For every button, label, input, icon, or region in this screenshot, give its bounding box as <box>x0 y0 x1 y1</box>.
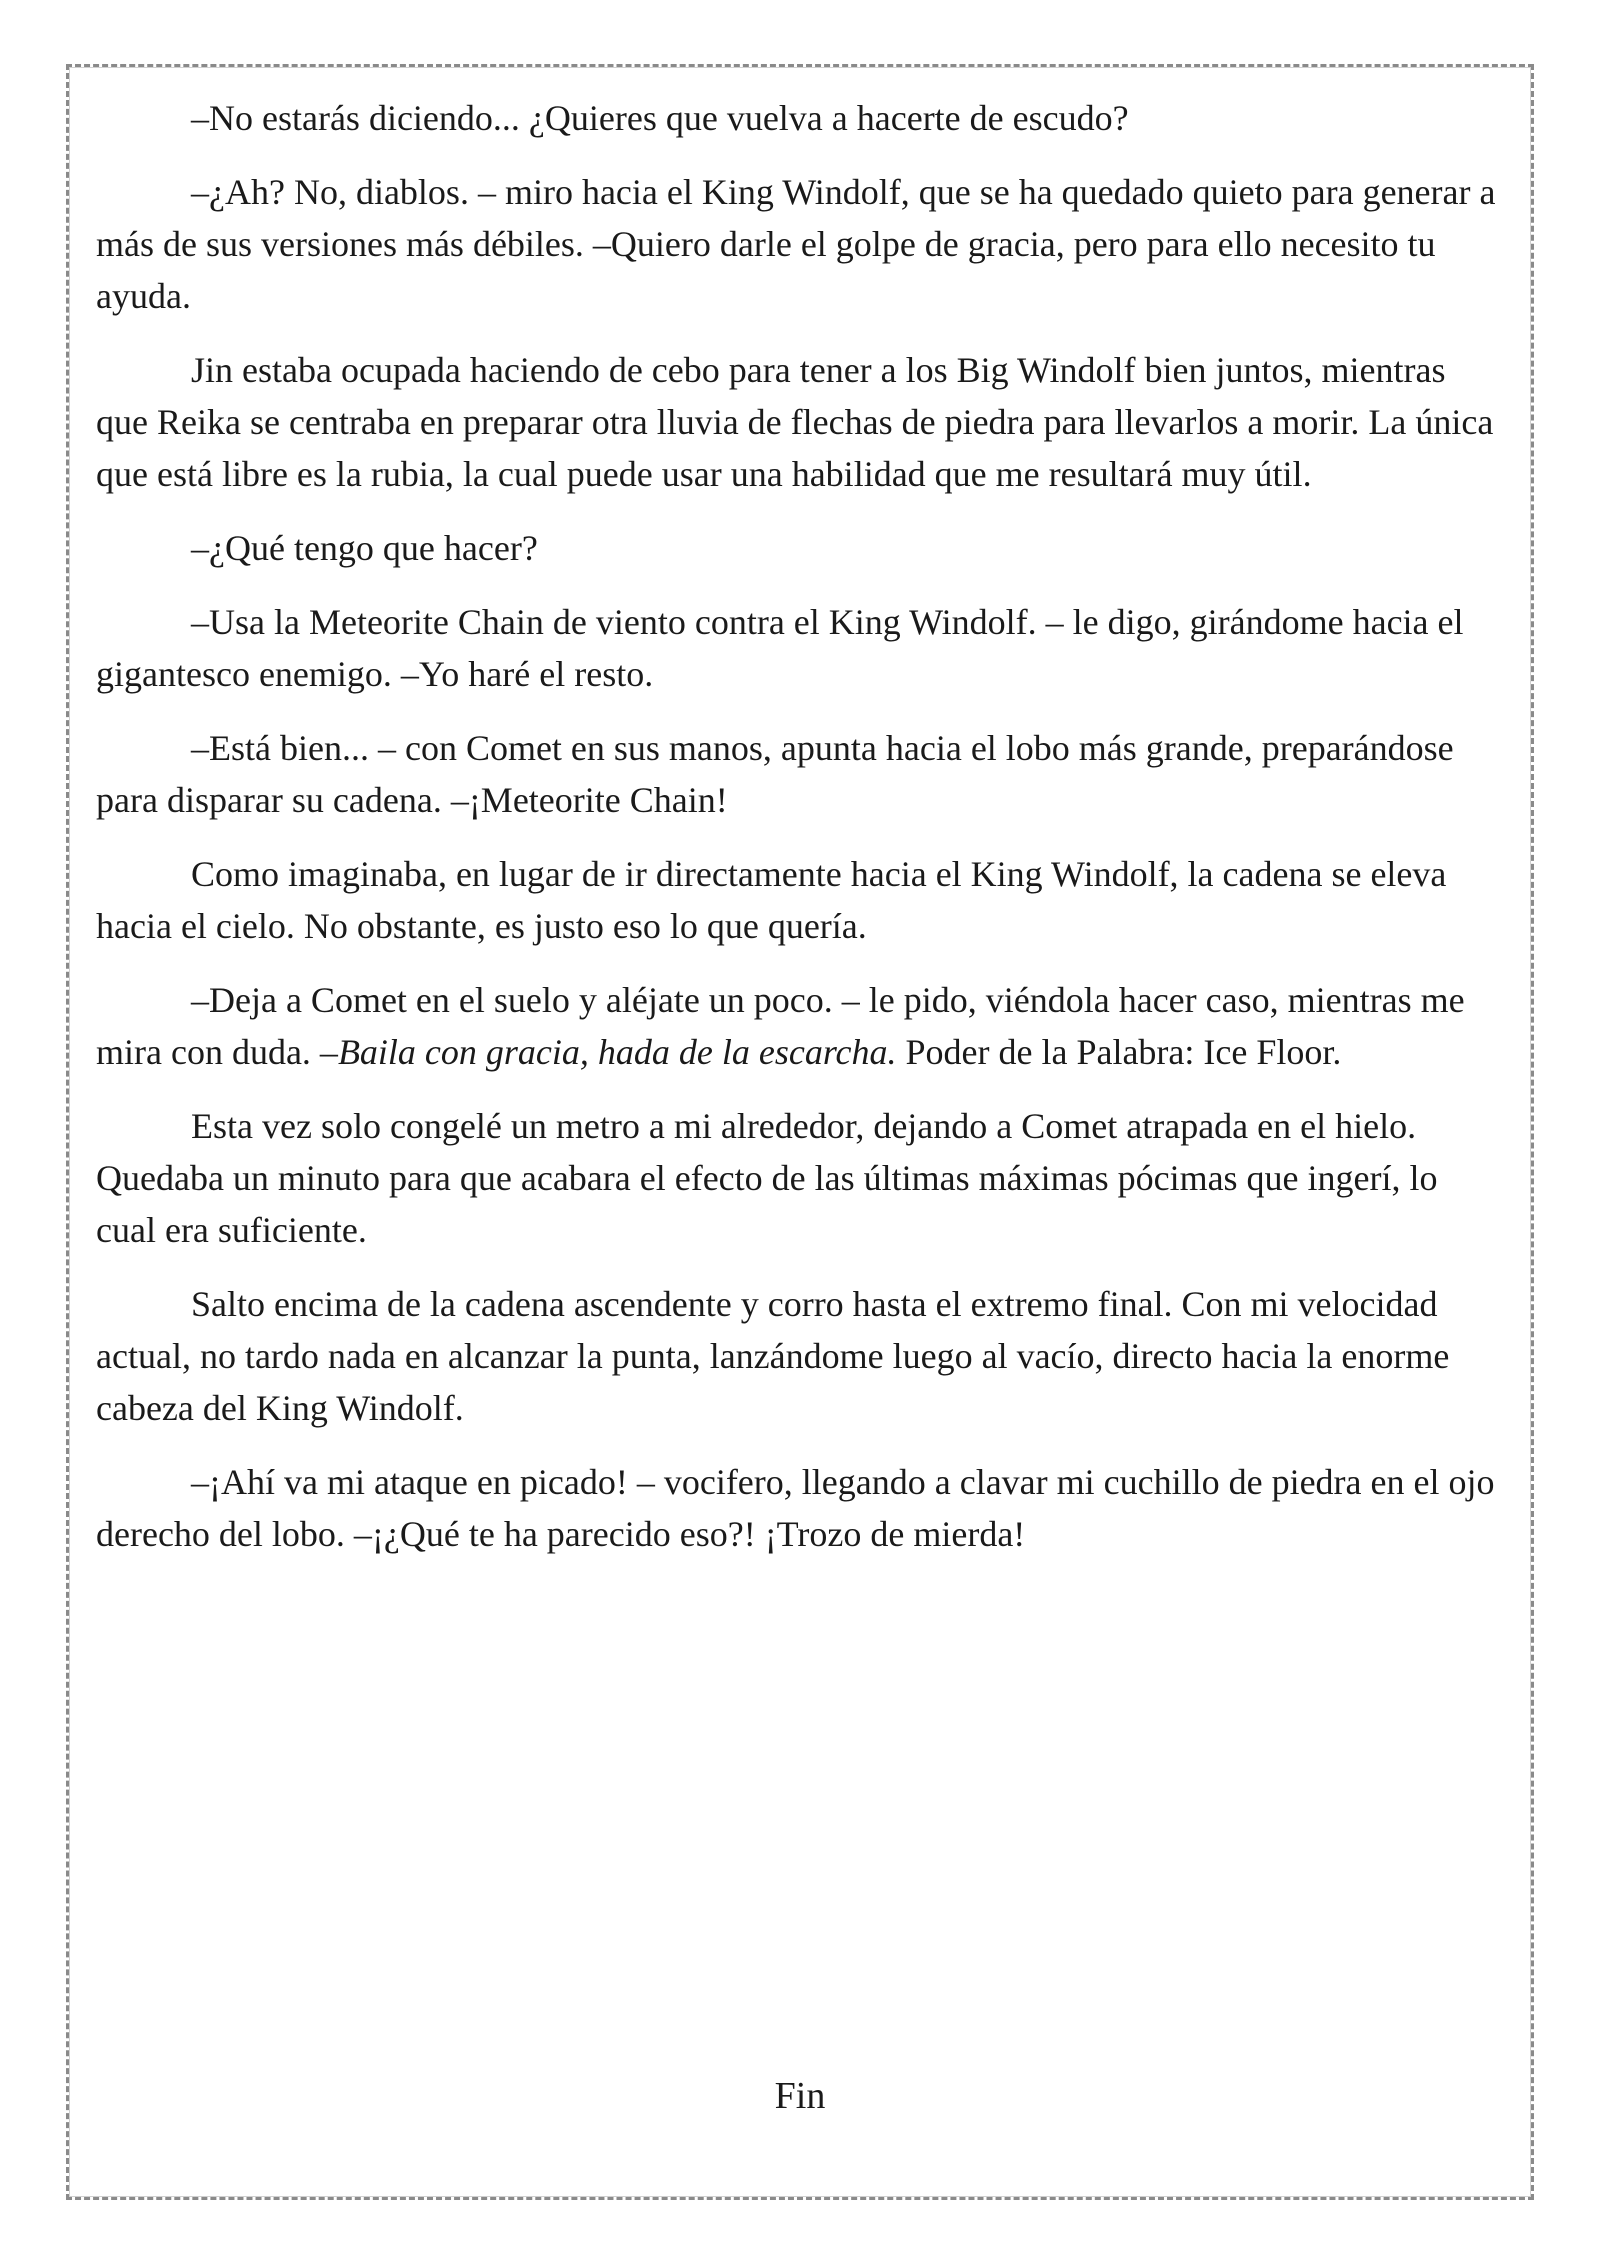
ending-label: Fin <box>774 2075 826 2117</box>
paragraph-2: –¿Ah? No, diablos. – miro hacia el King Windolf, que se ha quedado quieto para generar a más de sus versiones más débiles. –Quiero darle el golpe de gracia, pero para ello necesito tu ayuda. <box>96 172 1496 316</box>
paragraph-10: Salto encima de la cadena ascendente y corro hasta el extremo final. Con mi velocidad actual, no tardo nada en alcanzar la punta, lanzándome luego al vacío, directo hacia la enorme cabeza del King Windolf. <box>96 1284 1450 1428</box>
paragraph-4: –¿Qué tengo que hacer? <box>191 528 538 568</box>
paragraph-7: Como imaginaba, en lugar de ir directamente hacia el King Windolf, la cadena se eleva hacia el cielo. No obstante, es justo eso lo que quería. <box>96 854 1447 946</box>
paragraph-9: Esta vez solo congelé un metro a mi alrededor, dejando a Comet atrapada en el hielo. Quedaba un minuto para que acabara el efecto de las últimas máximas pócimas que ingerí, lo cual era suficiente. <box>96 1106 1438 1250</box>
paragraph-3: Jin estaba ocupada haciendo de cebo para tener a los Big Windolf bien juntos, mientras que Reika se centraba en preparar otra lluvia de flechas de piedra para llevarlos a morir. La única que está libre es la rubia, la cual puede usar una habilidad que me resultará muy útil. <box>96 350 1494 494</box>
paragraph-6: –Está bien... – con Comet en sus manos, apunta hacia el lobo más grande, preparándose para disparar su cadena. –¡Meteorite Chain! <box>96 728 1454 820</box>
italic-spell: Baila con gracia, hada de la escarcha. <box>337 1032 897 1072</box>
paragraph-1: –No estarás diciendo... ¿Quieres que vuelva a hacerte de escudo? <box>191 98 1129 138</box>
paragraph-11: –¡Ahí va mi ataque en picado! – vocifero, llegando a clavar mi cuchillo de piedra en el ojo derecho del lobo. –¡¿Qué te ha parecido eso?! ¡Trozo de mierda! <box>96 1462 1495 1554</box>
paragraph-5: –Usa la Meteorite Chain de viento contra el King Windolf. – le digo, girándome hacia el gigantesco enemigo. –Yo haré el resto. <box>96 602 1464 694</box>
paragraph-8: –Deja a Comet en el suelo y aléjate un poco. – le pido, viéndola hacer caso, mientras me mira con duda. –Baila con gracia, hada de la escarcha. Poder de la Palabra: Ice Floor. <box>96 980 1465 1072</box>
story-text <box>96 92 1506 1582</box>
